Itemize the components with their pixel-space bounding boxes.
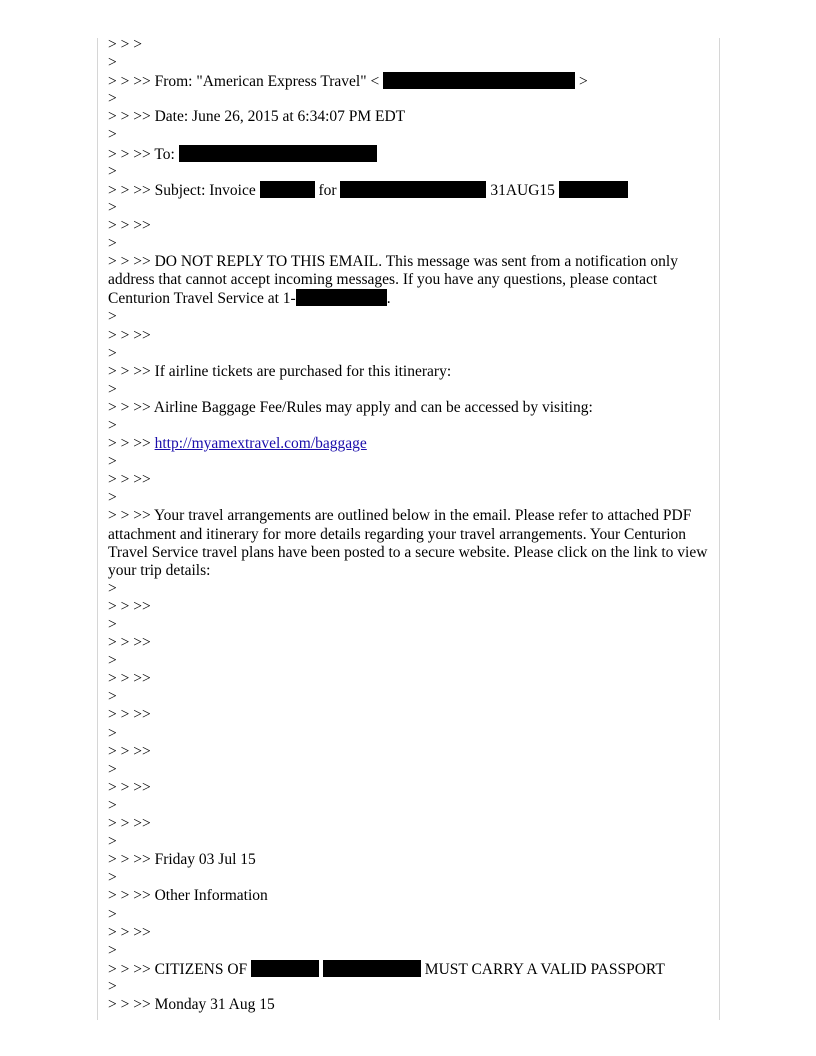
page-right-border [719,38,720,1020]
quote-line: > [108,198,117,216]
notice-paragraph: > > >> DO NOT REPLY TO THIS EMAIL. This message was sent from a notification only address that cannot accept incoming messages. If you have any questions, please contact Centurion Travel Service at 1- . [108,253,678,308]
redacted-reference [559,181,628,198]
quote-line: > > >> [108,597,151,615]
to-line: > > >> To: [108,145,708,163]
quote-line: > > > [108,36,142,53]
notice-text: DO NOT REPLY TO THIS EMAIL. This message was sent from a notification only address that cannot accept incoming messages. If you have any questions, please contact Centurion Travel Service at 1- [108,253,678,308]
from-label: From: "American Express Travel" < [154,73,380,91]
quote-line: > [108,652,117,670]
other-info-line: > > >> Other Information [108,887,268,905]
redacted-recipient [179,145,377,162]
baggage-line: > > >> Airline Baggage Fee/Rules may apply and can be accessed by visiting: [108,398,593,416]
quote-line: > [108,724,117,742]
quote-line: > > >> [108,742,151,760]
email-body [108,36,708,1014]
quote-line: > [108,380,117,398]
quote-line: > [108,344,117,362]
quote-line: > [108,126,117,144]
itinerary-date-1: > > >> Friday 03 Jul 15 [108,851,256,869]
quote-line: > [108,54,117,72]
baggage-link[interactable]: http://myamextravel.com/baggage [154,435,367,453]
baggage-link-line: > > >> http://myamextravel.com/baggage [108,435,367,453]
redacted-country-2 [323,960,421,977]
quote-line: > [108,760,117,778]
quote-line: > > >> [108,778,151,796]
quote-line: > > >> [108,216,151,234]
date-line: > > >> Date: June 26, 2015 at 6:34:07 PM EDT [108,108,406,126]
quote-line: > [108,162,117,180]
to-label: To: [154,145,175,163]
redacted-invoice-number [260,181,315,198]
quote-line: > [108,616,117,633]
quote-line: > [108,235,117,253]
quote-line: > [108,308,117,326]
quote-line: > [108,977,117,995]
quote-line: > > >> [108,706,151,724]
quote-line: > [108,833,117,851]
quote-line: > > >> [108,923,151,941]
subject-label: Subject: Invoice [154,181,256,199]
quote-line: > > >> [108,326,151,344]
quote-line: > [108,869,117,887]
arrangements-paragraph: > > >> Your travel arrangements are outlined below in the email. Please refer to attached PDF attachment and itinerary for more details regarding your travel arrangements. Your Centurion Travel Service travel plans have been posted to a secure website. Please click on the link to view your trip details: [108,507,708,579]
passport-line: > > >> CITIZENS OF MUST CARRY A VALID PASSPORT [108,960,665,978]
redacted-email [383,72,575,89]
quote-line: > [108,941,117,959]
quote-line: > [108,453,117,471]
quote-line: > [108,905,117,923]
quote-line: > [108,489,117,507]
subject-line: > > >> Subject: Invoice for 31AUG15 [108,181,708,199]
redacted-country-1 [251,960,319,977]
quote-line: > > >> [108,634,151,652]
redacted-traveler-name [340,181,486,198]
page-left-border [97,38,98,1020]
itinerary-date-2: > > >> Monday 31 Aug 15 [108,995,275,1013]
redacted-phone [296,289,387,306]
date-text: Date: June 26, 2015 at 6:34:07 PM EDT [154,108,406,126]
quote-line: > > >> [108,815,151,833]
quote-line: > [108,688,117,706]
quote-line: > [108,90,117,108]
quote-line: > [108,796,117,814]
airline-line: > > >> If airline tickets are purchased for this itinerary: [108,362,452,380]
quote-line: > > >> [108,471,151,489]
quote-line: > [108,416,117,434]
quote-line: > [108,579,117,597]
from-line: > > >> From: "American Express Travel" < > [108,73,588,91]
quote-line: > > >> [108,670,151,688]
